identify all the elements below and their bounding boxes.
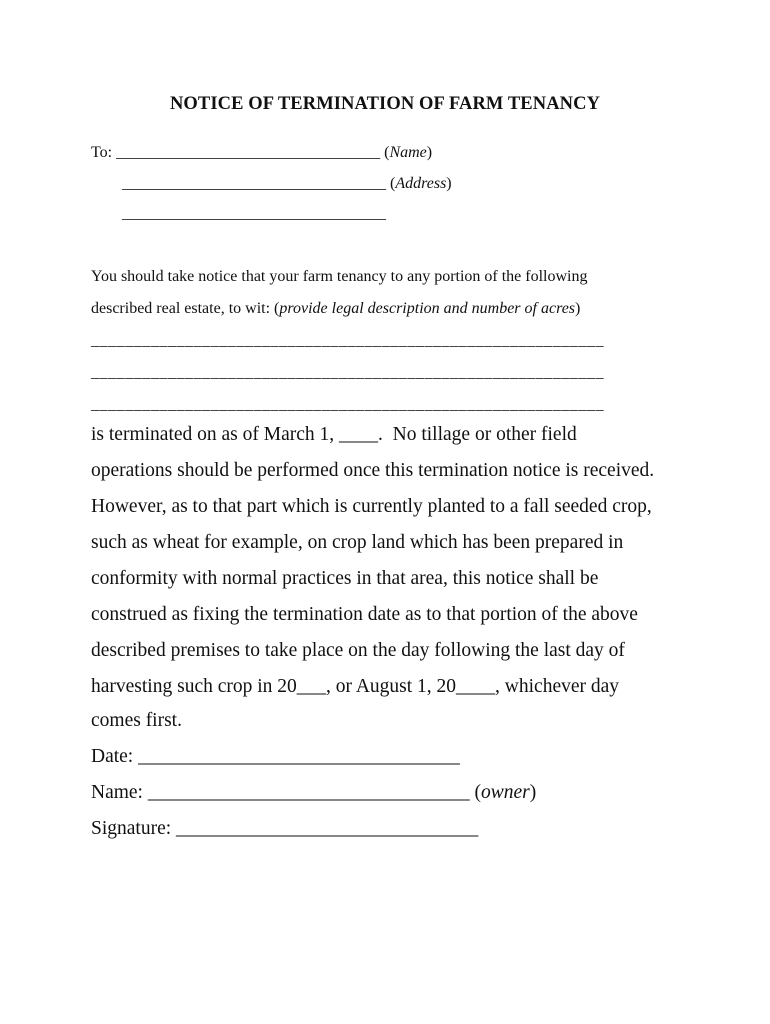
to-label: To: — [91, 144, 113, 161]
date-row — [91, 746, 460, 768]
body-line-7: described premises to take place on the day following the last day of — [91, 640, 625, 661]
description-blank-3[interactable]: ____________________________________________________________ — [91, 396, 604, 413]
description-blank-1[interactable]: ____________________________________________________________ — [91, 332, 604, 349]
to-name-row: To: _________________________________ (Name) — [91, 144, 433, 161]
owner-hint: owner — [480, 782, 530, 803]
date-blank[interactable]: _________________________________ — [138, 746, 460, 767]
name-blank[interactable]: _________________________________ — [147, 782, 470, 803]
name-row: Name: _________________________________ (owner) — [91, 782, 537, 803]
body-line-4: such as wheat for example, on crop land which has been prepared in — [91, 532, 624, 553]
address-hint: Address — [395, 175, 447, 192]
body-line-9: comes first. — [91, 710, 182, 731]
name-label: Name: — [91, 782, 143, 803]
signature-blank[interactable]: _______________________________ — [176, 818, 479, 839]
signature-label: Signature: — [91, 818, 172, 839]
to-address-row: _________________________________ (Address) — [122, 175, 452, 192]
body-line-5: conformity with normal practices in that area, this notice shall be — [91, 568, 599, 589]
body-line-2: operations should be performed once this termination notice is received. — [91, 460, 655, 481]
intro-line-2: described real estate, to wit: (provide legal description and number of acres) — [91, 300, 581, 317]
to-name-blank[interactable]: _________________________________ — [116, 144, 381, 161]
to-extra-row — [122, 205, 386, 223]
signature-row — [91, 818, 478, 840]
description-blank-2[interactable]: ____________________________________________________________ — [91, 364, 604, 381]
name-hint: Name — [389, 144, 427, 161]
body-line-8: harvesting such crop in 20___, or August 1, 20____, whichever day — [91, 676, 620, 697]
to-extra-blank[interactable]: _________________________________ — [122, 205, 386, 222]
date-label: Date: — [91, 746, 134, 767]
body-line-3: However, as to that part which is currently planted to a fall seeded crop, — [91, 496, 652, 517]
body-line-6: construed as fixing the termination date as to that portion of the above — [91, 604, 638, 625]
body-line-1: is terminated on as of March 1, ____. No tillage or other field — [91, 424, 577, 445]
document-title: NOTICE OF TERMINATION OF FARM TENANCY — [169, 94, 601, 114]
legal-description-hint: provide legal description and number of acres — [279, 300, 576, 317]
intro-line-1: You should take notice that your farm tenancy to any portion of the following — [91, 268, 588, 285]
to-address-blank[interactable]: _________________________________ — [122, 175, 386, 192]
